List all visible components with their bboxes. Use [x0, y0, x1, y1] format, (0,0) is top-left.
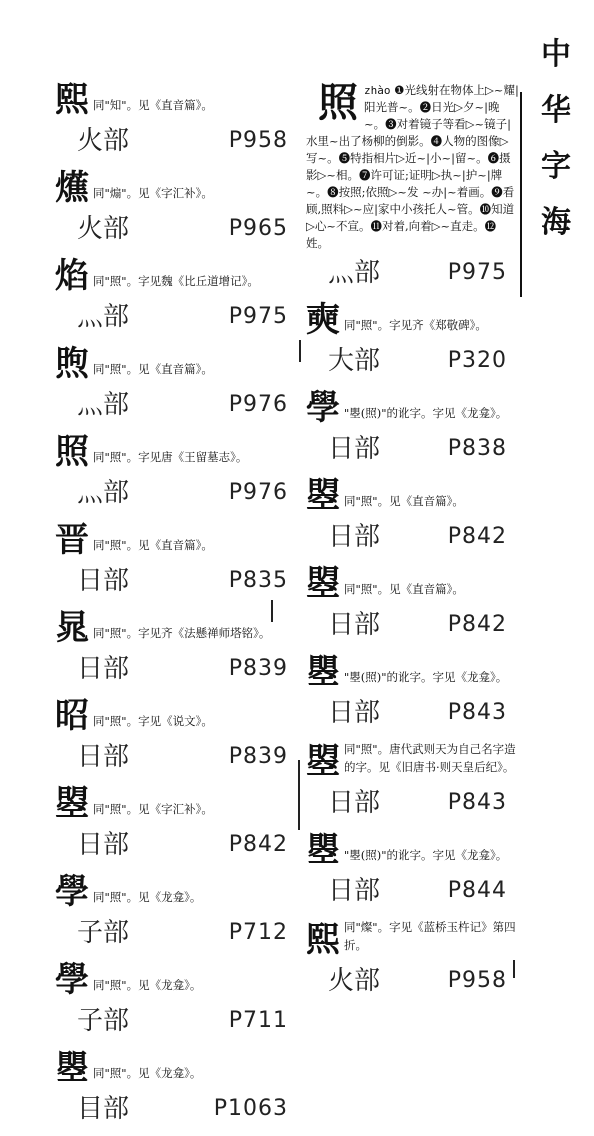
radical-note: 日部	[328, 788, 381, 818]
margin-mark	[298, 760, 300, 830]
page-note: P844	[447, 878, 507, 903]
radical-note: 日部	[328, 522, 381, 552]
head-character: 瞾	[306, 830, 340, 870]
main-entry-definition: ❶光线射在物体上▷~耀|阳光普~。❷日光▷夕~|晚~。❸对着镜子等看▷~镜子|水里~出了杨柳的倒影。❹人物的图像▷写~。❺特指相片▷近~|小~|留~。❻摄影▷~相。❼许可证;证明▷执~|护~|牌~。❽按照;依照▷~发 ~办|~着画。❾看顾,照料▷~应|家中小孩托人~管。❿知道▷心~不宣。⓫对着,向着▷~直走。⓬姓。	[306, 83, 519, 250]
dictionary-entry	[306, 476, 519, 554]
radical-note: 日部	[328, 610, 381, 640]
dictionary-entry	[306, 918, 519, 998]
page-note: P976	[228, 392, 288, 417]
head-character: 熙	[55, 80, 89, 120]
dictionary-entry	[55, 696, 300, 774]
handwritten-note	[55, 300, 300, 334]
handwritten-note	[306, 964, 519, 998]
entry-definition: 同"照"。见《字汇补》。	[93, 802, 213, 816]
head-character: 曌	[306, 476, 340, 516]
dictionary-entry	[55, 168, 300, 246]
entry-definition: "瞾(照)"的讹字。字见《龙龛》。	[344, 406, 508, 420]
radical-note: 日部	[328, 876, 381, 906]
entry-definition: 同"照"。见《直音篇》。	[344, 582, 464, 596]
head-character: 照	[55, 432, 89, 472]
radical-note: 灬部	[328, 258, 381, 288]
handwritten-note	[306, 874, 519, 908]
handwritten-note	[55, 1004, 300, 1038]
handwritten-note	[306, 256, 519, 290]
handwritten-note	[306, 786, 519, 820]
page-note: P958	[447, 968, 507, 993]
entry-definition: 同"照"。见《龙龛》。	[93, 890, 202, 904]
page-note: P843	[447, 790, 507, 815]
page-note: P835	[228, 568, 288, 593]
entry-definition: 同"照"。字见齐《法懸禅师塔铭》。	[93, 626, 271, 640]
entry-definition: 同"煽"。见《字汇补》。	[93, 186, 213, 200]
head-character: 曌	[306, 742, 340, 782]
handwritten-note	[55, 916, 300, 950]
pinyin: zhào	[364, 84, 391, 97]
radical-note: 子部	[77, 918, 130, 948]
head-character: 瞾	[306, 652, 340, 692]
page-note: P976	[228, 480, 288, 505]
head-character: 昭	[55, 696, 89, 736]
handwritten-note	[55, 740, 300, 774]
margin-mark	[271, 600, 273, 622]
page-note: P711	[228, 1008, 288, 1033]
book-title-char: 字	[541, 149, 571, 184]
handwritten-note	[55, 124, 300, 158]
radical-note: 日部	[77, 654, 130, 684]
dictionary-entry	[306, 652, 519, 730]
dictionary-entry	[55, 872, 300, 950]
main-head-character: 照	[318, 79, 358, 126]
dictionary-entry	[55, 784, 300, 862]
entry-definition: 同"照"。字见唐《王留墓志》。	[93, 450, 248, 464]
handwritten-note	[55, 388, 300, 422]
entry-definition: 同"照"。字见《说文》。	[93, 714, 213, 728]
radical-note: 子部	[77, 1006, 130, 1036]
page-note: P843	[447, 700, 507, 725]
page-note: P842	[228, 832, 288, 857]
book-title-vertical	[526, 37, 586, 240]
page-note: P975	[228, 304, 288, 329]
entry-definition: 同"照"。字见齐《郑敬碑》。	[344, 318, 487, 332]
handwritten-note	[306, 520, 519, 554]
radical-note: 火部	[77, 214, 130, 244]
margin-mark	[513, 960, 515, 978]
entry-definition: 同"照"。见《直音篇》。	[344, 494, 464, 508]
entry-definition: 同"燦"。字见《蓝桥玉杵记》第四折。	[344, 920, 516, 952]
dictionary-entry	[306, 740, 519, 820]
entry-definition: 同"照"。见《直音篇》。	[93, 362, 213, 376]
entry-definition: 同"照"。见《龙龛》。	[93, 978, 202, 992]
page-note: P958	[228, 128, 288, 153]
radical-note: 目部	[77, 1094, 130, 1124]
head-character: 晁	[55, 608, 89, 648]
handwritten-note	[306, 432, 519, 466]
dictionary-entry	[55, 1048, 300, 1126]
handwritten-note	[55, 652, 300, 686]
radical-note: 日部	[77, 742, 130, 772]
dictionary-entry	[55, 608, 300, 686]
page-note: P712	[228, 920, 288, 945]
radical-note: 火部	[328, 966, 381, 996]
handwritten-note	[306, 344, 519, 378]
page-note: P839	[228, 744, 288, 769]
page-note: P842	[447, 612, 507, 637]
handwritten-note	[55, 1092, 300, 1126]
title-divider-line	[520, 92, 522, 297]
head-character: 熙	[306, 920, 340, 960]
head-character: 煦	[55, 344, 89, 384]
left-column	[55, 80, 300, 1136]
dictionary-entry	[55, 520, 300, 598]
page-note: P838	[447, 436, 507, 461]
main-entry	[306, 79, 519, 252]
book-title-char: 中	[541, 37, 571, 72]
head-character: 瞾	[55, 1048, 89, 1088]
radical-note: 日部	[328, 698, 381, 728]
entry-definition: 同"照"。见《直音篇》。	[93, 538, 213, 552]
head-character: 學	[306, 388, 340, 428]
entry-definition: 同"知"。见《直音篇》。	[93, 98, 213, 112]
right-column	[306, 79, 519, 1008]
head-character: 學	[55, 960, 89, 1000]
head-character: 曌	[306, 564, 340, 604]
entry-definition: 同"照"。字见魏《比丘道增记》。	[93, 274, 259, 288]
handwritten-note	[55, 564, 300, 598]
radical-note: 灬部	[77, 302, 130, 332]
dictionary-entry	[55, 256, 300, 334]
radical-note: 火部	[77, 126, 130, 156]
handwritten-note	[306, 696, 519, 730]
head-character: 爑	[55, 168, 89, 208]
head-character: 晋	[55, 520, 89, 560]
page-note: P839	[228, 656, 288, 681]
handwritten-note	[55, 828, 300, 862]
dictionary-entry	[306, 564, 519, 642]
entry-definition: "瞾(照)"的讹字。字见《龙龛》。	[344, 848, 508, 862]
radical-note: 日部	[77, 566, 130, 596]
entry-definition: 同"照"。见《龙龛》。	[93, 1066, 202, 1080]
margin-mark	[299, 340, 301, 362]
dictionary-entry	[55, 960, 300, 1038]
dictionary-entry	[55, 80, 300, 158]
dictionary-entry	[55, 432, 300, 510]
handwritten-note	[306, 608, 519, 642]
entry-definition: 同"照"。唐代武则天为自己名字造的字。见《旧唐书·则天皇后纪》。	[344, 742, 516, 774]
entry-definition: "瞾(照)"的讹字。字见《龙龛》。	[344, 670, 508, 684]
book-title-char: 华	[541, 93, 571, 128]
book-title-char: 海	[541, 205, 571, 240]
head-character: 學	[55, 872, 89, 912]
head-character: 奭	[306, 300, 340, 340]
radical-note: 灬部	[77, 478, 130, 508]
dictionary-entry	[306, 830, 519, 908]
radical-note: 灬部	[77, 390, 130, 420]
head-character: 曌	[55, 784, 89, 824]
radical-note: 日部	[328, 434, 381, 464]
page-note: P320	[447, 348, 507, 373]
page-note: P965	[228, 216, 288, 241]
handwritten-note	[55, 476, 300, 510]
dictionary-entry	[306, 388, 519, 466]
head-character: 焰	[55, 256, 89, 296]
page-note: P1063	[213, 1096, 288, 1121]
page-note: P842	[447, 524, 507, 549]
dictionary-entry	[306, 300, 519, 378]
radical-note: 日部	[77, 830, 130, 860]
radical-note: 大部	[328, 346, 381, 376]
handwritten-note	[55, 212, 300, 246]
dictionary-entry	[55, 344, 300, 422]
page-note: P975	[447, 260, 507, 285]
